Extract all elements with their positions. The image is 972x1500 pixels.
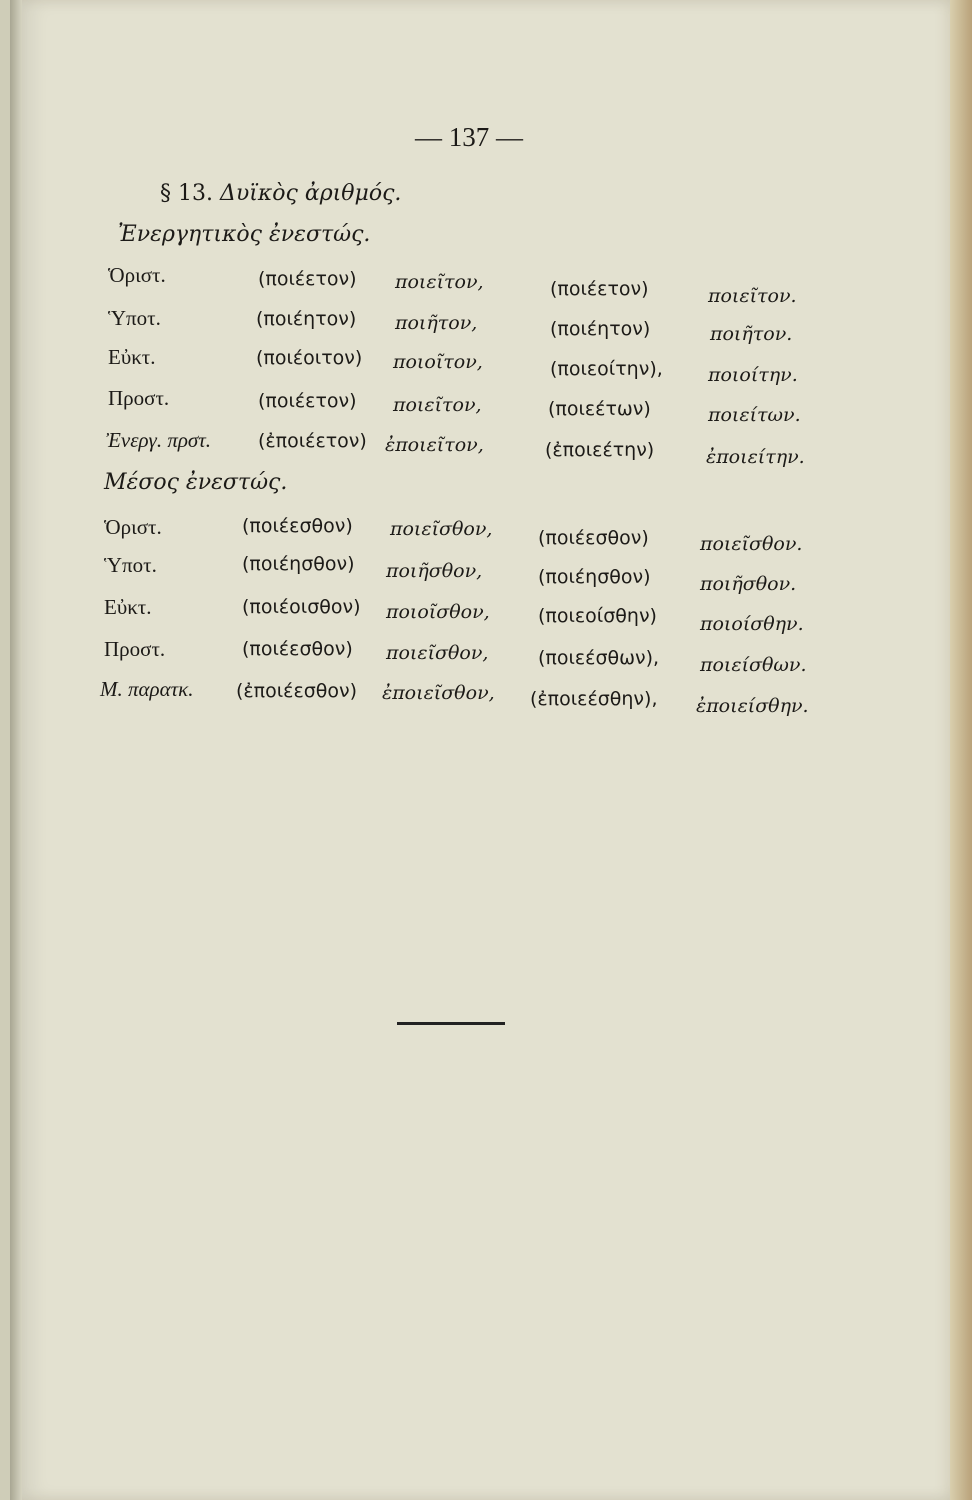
uncontracted-form: (ποιέησθον): [242, 553, 355, 575]
uncontracted-form: (ποιέετον): [550, 278, 649, 300]
contracted-form: ποιεῖσθον.: [700, 533, 803, 555]
contracted-form: ποιείτων.: [708, 404, 801, 426]
contracted-form: ποιεῖτον,: [393, 394, 482, 416]
row-label: Ὁριστ.: [104, 515, 162, 539]
uncontracted-form: (ποιέητον): [550, 318, 651, 340]
uncontracted-form: (ποιέεσθον): [242, 515, 353, 537]
uncontracted-form: (ποιέησθον): [538, 566, 651, 588]
contracted-form: ποιοῖσθον,: [386, 601, 490, 623]
row-label: Προστ.: [104, 637, 166, 661]
middle-present-heading: Μέσος ἐνεστώς.: [104, 470, 288, 495]
contracted-form: ποιεῖσθον,: [390, 518, 493, 540]
uncontracted-form: (ἐποιέεσθον): [236, 680, 358, 702]
uncontracted-form: (ποιεοίτην),: [550, 358, 663, 380]
row-label: Προστ.: [108, 386, 170, 410]
contracted-form: ποιείσθων.: [700, 654, 807, 676]
uncontracted-form: (ποιέετον): [258, 390, 357, 412]
active-present-heading: Ἐνεργητικὸς ἐνεστώς.: [118, 222, 371, 247]
end-rule: [397, 1022, 505, 1025]
contracted-form: ποιοῖτον,: [393, 351, 483, 373]
row-label: Ὁριστ.: [108, 263, 166, 287]
uncontracted-form: (ἐποιέετον): [258, 430, 367, 452]
contracted-form: ἐποιείσθην.: [696, 695, 809, 717]
uncontracted-form: (ποιεέτων): [548, 398, 651, 420]
row-label: Ὑποτ.: [108, 306, 161, 330]
contracted-form: ποιεῖτον.: [708, 285, 797, 307]
page-number: — 137 —: [415, 122, 523, 152]
uncontracted-form: (ποιέοισθον): [242, 596, 361, 618]
uncontracted-form: (ποιέεσθον): [538, 527, 649, 549]
row-label: Εὐκτ.: [104, 595, 152, 619]
contracted-form: ποιῆσθον,: [386, 560, 483, 582]
page-gutter-shadow: [10, 0, 22, 1500]
contracted-form: ποιῆσθον.: [700, 573, 797, 595]
uncontracted-form: (ποιεοίσθην): [538, 605, 657, 627]
row-label: Ὑποτ.: [104, 553, 157, 577]
uncontracted-form: (ποιεέσθων),: [538, 647, 660, 669]
contracted-form: ἐποιεῖτον,: [385, 434, 484, 456]
row-label: Εὐκτ.: [108, 345, 156, 369]
contracted-form: ποιεῖτον,: [395, 271, 484, 293]
section-number: § 13.: [160, 181, 213, 206]
uncontracted-form: (ποιέεσθον): [242, 638, 353, 660]
section-title: Δυϊκὸς ἀριθμός.: [219, 181, 402, 206]
row-label: Ἐνεργ. πρστ.: [106, 428, 212, 452]
page-edge-right: [950, 0, 972, 1500]
contracted-form: ἐποιεῖσθον,: [382, 682, 495, 704]
uncontracted-form: (ἐποιεέτην): [545, 439, 655, 461]
contracted-form: ποιεῖσθον,: [386, 642, 489, 664]
uncontracted-form: (ποιέοιτον): [256, 347, 363, 369]
contracted-form: ποιῆτον,: [395, 312, 478, 334]
contracted-form: ποιῆτον.: [710, 323, 793, 345]
contracted-form: ἐποιείτην.: [706, 446, 805, 468]
uncontracted-form: (ἐποιεέσθην),: [530, 688, 658, 710]
contracted-form: ποιοίτην.: [708, 364, 798, 386]
contracted-form: ποιοίσθην.: [700, 613, 804, 635]
section-heading: [160, 181, 401, 206]
uncontracted-form: (ποιέετον): [258, 268, 357, 290]
uncontracted-form: (ποιέητον): [256, 308, 357, 330]
row-label: Μ. παρατκ.: [100, 677, 194, 701]
